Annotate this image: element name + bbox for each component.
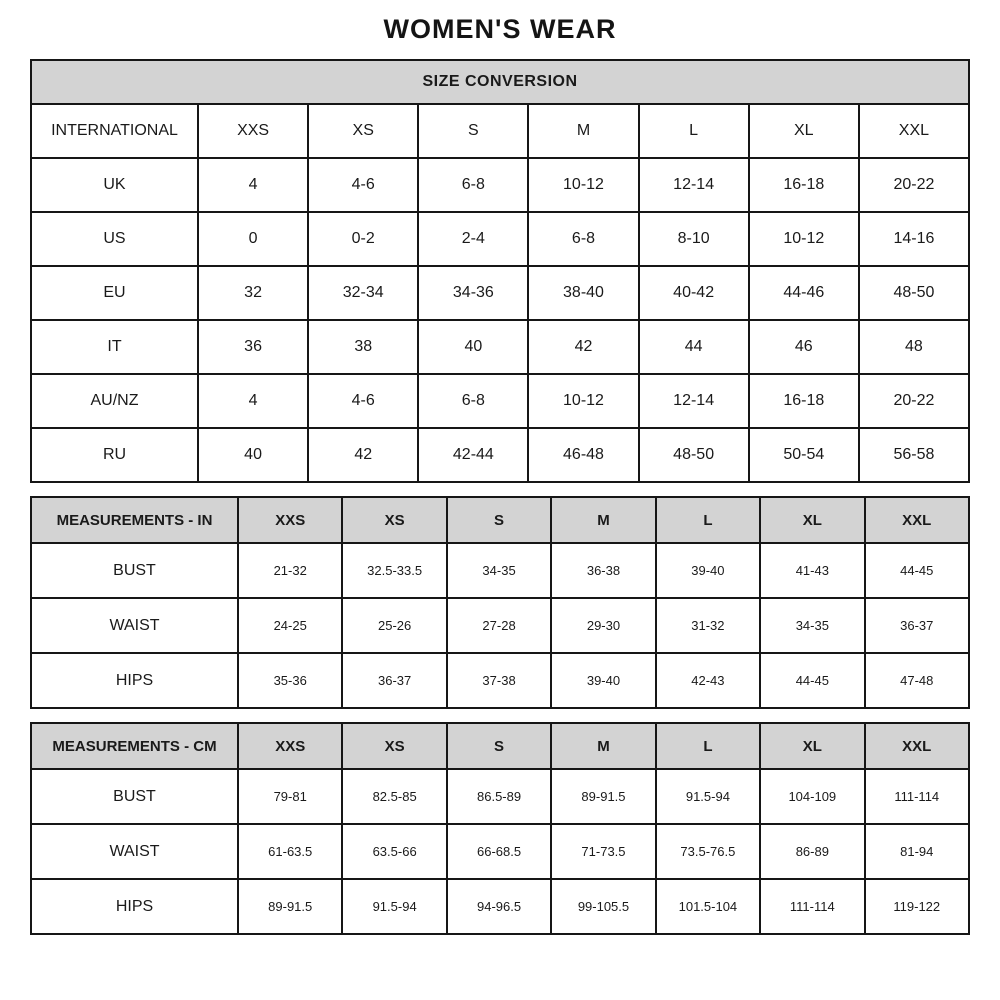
cell-value: 89-91.5 [551, 769, 655, 824]
cell-value: 40-42 [639, 266, 749, 320]
cell-value: 41-43 [760, 543, 864, 598]
cell-value: 63.5-66 [342, 824, 446, 879]
table-row [31, 158, 969, 212]
cell-value: 82.5-85 [342, 769, 446, 824]
table-row [31, 428, 969, 482]
table-row [31, 266, 969, 320]
size-header-l: L [656, 497, 760, 543]
cell-value: 89-91.5 [238, 879, 342, 934]
cell-value: 40 [418, 320, 528, 374]
size-header-xs: XS [342, 723, 446, 769]
cell-value: 71-73.5 [551, 824, 655, 879]
measurements-in-table [30, 496, 970, 709]
size-header-xxl: XXL [865, 497, 969, 543]
cell-value: 10-12 [749, 212, 859, 266]
cell-value: 86.5-89 [447, 769, 551, 824]
row-label: UK [31, 158, 198, 212]
cell-value: 32.5-33.5 [342, 543, 446, 598]
table-row [31, 212, 969, 266]
table-row [31, 598, 969, 653]
row-label: BUST [31, 769, 238, 824]
cell-value: 91.5-94 [656, 769, 760, 824]
cell-value: 0 [198, 212, 308, 266]
cell-value: 31-32 [656, 598, 760, 653]
cell-value: 48-50 [639, 428, 749, 482]
cell-value: 34-35 [760, 598, 864, 653]
cell-value: 66-68.5 [447, 824, 551, 879]
measurements-cm-label-header: MEASUREMENTS - CM [31, 723, 238, 769]
cell-value: 94-96.5 [447, 879, 551, 934]
cell-value: 24-25 [238, 598, 342, 653]
size-header-xxs: XXS [238, 723, 342, 769]
cell-value: 81-94 [865, 824, 969, 879]
cell-value: 37-38 [447, 653, 551, 708]
cell-value: 44-45 [760, 653, 864, 708]
row-label: AU/NZ [31, 374, 198, 428]
measurements-in-label-header: MEASUREMENTS - IN [31, 497, 238, 543]
size-header-xxl: XXL [859, 104, 969, 158]
row-label: RU [31, 428, 198, 482]
table-row [31, 879, 969, 934]
size-header-xxl: XXL [865, 723, 969, 769]
measurements-in-header-row [31, 497, 969, 543]
size-header-m: M [551, 723, 655, 769]
row-label: HIPS [31, 879, 238, 934]
cell-value: 21-32 [238, 543, 342, 598]
row-label: US [31, 212, 198, 266]
cell-value: 20-22 [859, 158, 969, 212]
cell-value: 46-48 [528, 428, 638, 482]
cell-value: 42-44 [418, 428, 528, 482]
cell-value: 12-14 [639, 374, 749, 428]
size-header-l: L [639, 104, 749, 158]
cell-value: 6-8 [528, 212, 638, 266]
cell-value: 4-6 [308, 158, 418, 212]
table-row [31, 653, 969, 708]
cell-value: 111-114 [760, 879, 864, 934]
cell-value: 46 [749, 320, 859, 374]
row-label: HIPS [31, 653, 238, 708]
row-label: BUST [31, 543, 238, 598]
row-label: EU [31, 266, 198, 320]
cell-value: 101.5-104 [656, 879, 760, 934]
cell-value: 16-18 [749, 158, 859, 212]
cell-value: 73.5-76.5 [656, 824, 760, 879]
cell-value: 4 [198, 374, 308, 428]
cell-value: 91.5-94 [342, 879, 446, 934]
cell-value: 44-45 [865, 543, 969, 598]
cell-value: 36-38 [551, 543, 655, 598]
cell-value: 32-34 [308, 266, 418, 320]
table-row [31, 769, 969, 824]
size-header-s: S [418, 104, 528, 158]
cell-value: 4-6 [308, 374, 418, 428]
cell-value: 39-40 [551, 653, 655, 708]
size-header-m: M [551, 497, 655, 543]
cell-value: 4 [198, 158, 308, 212]
page-title: WOMEN'S WEAR [383, 14, 617, 44]
table-row [31, 824, 969, 879]
size-header-xxs: XXS [198, 104, 308, 158]
cell-value: 6-8 [418, 374, 528, 428]
cell-value: 56-58 [859, 428, 969, 482]
cell-value: 61-63.5 [238, 824, 342, 879]
size-header-xl: XL [760, 497, 864, 543]
cell-value: 27-28 [447, 598, 551, 653]
size-header-xs: XS [342, 497, 446, 543]
cell-value: 16-18 [749, 374, 859, 428]
cell-value: 40 [198, 428, 308, 482]
row-label: WAIST [31, 598, 238, 653]
cell-value: 0-2 [308, 212, 418, 266]
cell-value: 36-37 [865, 598, 969, 653]
cell-value: 86-89 [760, 824, 864, 879]
cell-value: 36 [198, 320, 308, 374]
cell-value: 99-105.5 [551, 879, 655, 934]
cell-value: 34-35 [447, 543, 551, 598]
measurements-cm-table [30, 722, 970, 935]
cell-value: 50-54 [749, 428, 859, 482]
cell-value: 119-122 [865, 879, 969, 934]
cell-value: 38 [308, 320, 418, 374]
row-label: WAIST [31, 824, 238, 879]
measurements-cm-header-row [31, 723, 969, 769]
cell-value: 25-26 [342, 598, 446, 653]
row-label: IT [31, 320, 198, 374]
cell-value: 39-40 [656, 543, 760, 598]
size-conversion-banner-row [31, 60, 969, 104]
cell-value: 32 [198, 266, 308, 320]
cell-value: 12-14 [639, 158, 749, 212]
cell-value: 42-43 [656, 653, 760, 708]
cell-value: 48 [859, 320, 969, 374]
table-row [31, 543, 969, 598]
cell-value: 44-46 [749, 266, 859, 320]
table-row [31, 374, 969, 428]
cell-value: 111-114 [865, 769, 969, 824]
cell-value: 48-50 [859, 266, 969, 320]
cell-value: 42 [528, 320, 638, 374]
cell-value: 44 [639, 320, 749, 374]
size-header-xs: XS [308, 104, 418, 158]
cell-value: 10-12 [528, 158, 638, 212]
size-conversion-table [30, 59, 970, 483]
cell-value: 20-22 [859, 374, 969, 428]
cell-value: 42 [308, 428, 418, 482]
size-header-m: M [528, 104, 638, 158]
cell-value: 8-10 [639, 212, 749, 266]
cell-value: 2-4 [418, 212, 528, 266]
cell-value: 14-16 [859, 212, 969, 266]
size-conversion-banner: SIZE CONVERSION [31, 60, 969, 104]
size-header-l: L [656, 723, 760, 769]
cell-value: 104-109 [760, 769, 864, 824]
size-conversion-label-header: INTERNATIONAL [31, 104, 198, 158]
cell-value: 29-30 [551, 598, 655, 653]
table-row [31, 320, 969, 374]
size-header-s: S [447, 723, 551, 769]
cell-value: 10-12 [528, 374, 638, 428]
cell-value: 6-8 [418, 158, 528, 212]
size-header-xl: XL [760, 723, 864, 769]
size-header-s: S [447, 497, 551, 543]
size-header-xxs: XXS [238, 497, 342, 543]
cell-value: 38-40 [528, 266, 638, 320]
size-conversion-header-row [31, 104, 969, 158]
cell-value: 36-37 [342, 653, 446, 708]
cell-value: 35-36 [238, 653, 342, 708]
cell-value: 47-48 [865, 653, 969, 708]
cell-value: 79-81 [238, 769, 342, 824]
size-header-xl: XL [749, 104, 859, 158]
cell-value: 34-36 [418, 266, 528, 320]
